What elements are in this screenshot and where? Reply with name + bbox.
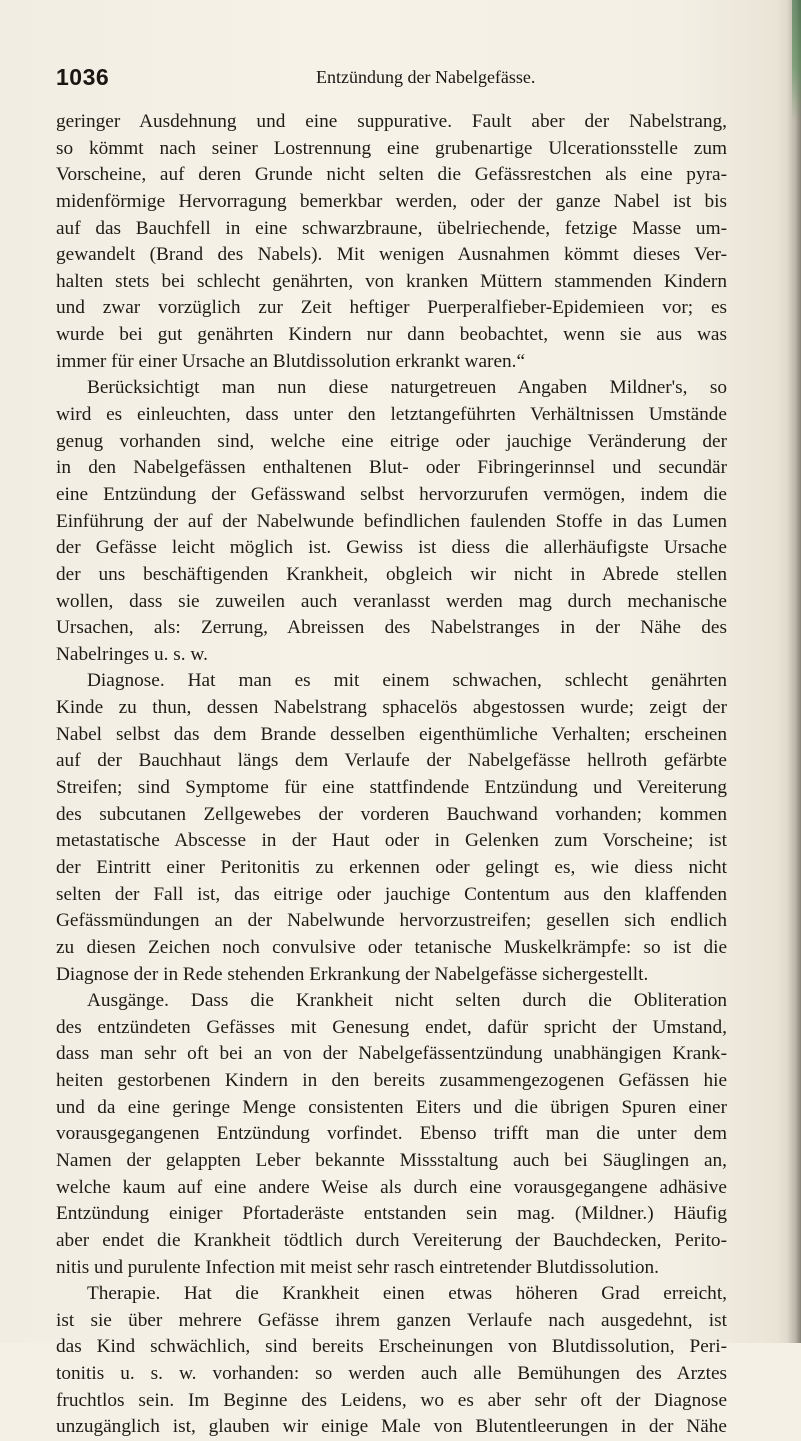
text-line: vorausgegangenen Entzündung vorfindet. Ebenso trifft man die unter dem: [56, 1123, 727, 1145]
text-line: Kinde zu thun, dessen Nabelstrang sphacelös abgestossen wurde; zeigt der: [56, 697, 727, 719]
text-line: midenförmige Hervorragung bemerkbar werden, oder der ganze Nabel ist bis: [56, 190, 727, 212]
text-line: ist sie über mehrere Gefässe ihrem ganzen Verlaufe nach ausgedehnt, ist: [56, 1309, 727, 1331]
text-line: der uns beschäftigenden Krankheit, obgleich wir nicht in Abrede stellen: [56, 563, 727, 585]
text-line: in den Nabelgefässen enthaltenen Blut- oder Fibringerinnsel und secundär: [56, 457, 727, 479]
text-line: Berücksichtigt man nun diese naturgetreuen Angaben Mildner's, so: [87, 377, 727, 399]
text-line: Ursachen, als: Zerrung, Abreissen des Nabelstranges in der Nähe des: [56, 617, 727, 639]
text-line: dass man sehr oft bei an von der Nabelgefässentzündung unabhängigen Krank-: [56, 1043, 727, 1065]
text-line: wird es einleuchten, dass unter den letztangeführten Verhältnissen Umstände: [56, 404, 727, 426]
text-line: genug vorhanden sind, welche eine eitrige oder jauchige Veränderung der: [56, 430, 727, 452]
text-line: welche kaum auf eine andere Weise als durch eine vorausgegangene adhäsive: [56, 1176, 727, 1198]
text-line: Nabelringes u. s. w.: [56, 643, 208, 665]
text-line: Einführung der auf der Nabelwunde befindlichen faulenden Stoffe in das Lumen: [56, 510, 727, 532]
text-line: des entzündeten Gefässes mit Genesung endet, dafür spricht der Umstand,: [56, 1016, 727, 1038]
text-line: selten der Fall ist, das eitrige oder jauchige Contentum aus den klaffenden: [56, 883, 727, 905]
text-line: tonitis u. s. w. vorhanden: so werden auch alle Bemühungen des Arztes: [56, 1363, 727, 1385]
page-number: 1036: [56, 64, 110, 90]
running-title: Entzündung der Nabelgefässe.: [316, 67, 536, 87]
text-line: Gefässmündungen an der Nabelwunde hervorzustreifen; gesellen sich endlich: [56, 910, 727, 932]
text-line: Entzündung einiger Pfortaderäste entstanden sein mag. (Mildner.) Häufig: [56, 1203, 727, 1225]
text-line: so kömmt nach seiner Lostrennung eine grubenartige Ulcerationsstelle zum: [56, 137, 727, 159]
text-line: aber endet die Krankheit tödtlich durch Vereiterung der Bauchdecken, Perito-: [56, 1229, 727, 1251]
text-line: heiten gestorbenen Kindern in den bereits zusammengezogenen Gefässen hie: [56, 1070, 727, 1092]
text-line: gewandelt (Brand des Nabels). Mit wenigen Ausnahmen kömmt dieses Ver-: [56, 244, 727, 266]
text-line: und zwar vorzüglich zur Zeit heftiger Puerperalfieber-Epidemieen vor; es: [56, 297, 727, 319]
text-line: auf das Bauchfell in eine schwarzbraune, übelriechende, fetzige Masse um-: [56, 217, 727, 239]
text-line: eine Entzündung der Gefässwand selbst hervorzurufen vermögen, indem die: [56, 483, 727, 505]
text-line: wollen, dass sie zuweilen auch veranlasst werden mag durch mechanische: [56, 590, 727, 612]
text-line: Diagnose. Hat man es mit einem schwachen, schlecht genährten: [87, 670, 727, 692]
text-line: geringer Ausdehnung und eine suppurative. Fault aber der Nabelstrang,: [56, 111, 727, 132]
text-line: immer für einer Ursache an Blutdissolution erkrankt waren.“: [56, 350, 526, 372]
text-line: nitis und purulente Infection mit meist sehr rasch eintretender Blutdissolution.: [56, 1256, 659, 1278]
text-line: wurde bei gut genährten Kindern nur dann beobachtet, wenn sie aus was: [56, 324, 727, 346]
page-header: [56, 64, 722, 92]
text-line: unzugänglich ist, glauben wir einige Male von Blutentleerungen in der Nähe: [56, 1416, 727, 1438]
text-line: der Eintritt einer Peritonitis zu erkennen oder gelingt es, wie diess nicht: [56, 856, 727, 878]
body-text: [56, 109, 727, 1441]
text-line: halten stets bei schlecht genährten, von kranken Müttern stammenden Kindern: [56, 270, 727, 292]
text-line: fruchtlos sein. Im Beginne des Leidens, wo es aber sehr oft der Diagnose: [56, 1389, 727, 1411]
text-line: Ausgänge. Dass die Krankheit nicht selten durch die Obliteration: [87, 990, 727, 1012]
page-edge-mark: [792, 0, 801, 120]
text-line: Therapie. Hat die Krankheit einen etwas höheren Grad erreicht,: [87, 1283, 727, 1305]
text-line: Nabel selbst das dem Brande desselben eigenthümliche Verhalten; erscheinen: [56, 723, 727, 745]
text-line: Namen der gelappten Leber bekannte Missstaltung auch bei Säuglingen an,: [56, 1149, 727, 1171]
page-edge-shadow: [787, 0, 801, 1343]
text-line: Vorscheine, auf deren Grunde nicht selten die Gefässrestchen als eine pyra-: [56, 164, 727, 186]
text-line: Streifen; sind Symptome für eine stattfindende Entzündung und Vereiterung: [56, 777, 727, 799]
text-line: metastatische Abscesse in der Haut oder in Gelenken zum Vorscheine; ist: [56, 830, 727, 852]
text-line: des subcutanen Zellgewebes der vorderen Bauchwand vorhanden; kommen: [56, 803, 727, 825]
text-line: das Kind schwächlich, sind bereits Erscheinungen von Blutdissolution, Peri-: [56, 1336, 727, 1358]
text-line: auf der Bauchhaut längs dem Verlaufe der Nabelgefässe hellroth gefärbte: [56, 750, 727, 772]
text-line: Diagnose der in Rede stehenden Erkrankung der Nabelgefässe sichergestellt.: [56, 963, 649, 985]
text-line: der Gefässe leicht möglich ist. Gewiss ist diess die allerhäufigste Ursache: [56, 537, 727, 559]
text-line: und da eine geringe Menge consistenten Eiters und die übrigen Spuren einer: [56, 1096, 727, 1118]
text-line: zu diesen Zeichen noch convulsive oder tetanische Muskelkrämpfe: so ist die: [56, 936, 727, 958]
